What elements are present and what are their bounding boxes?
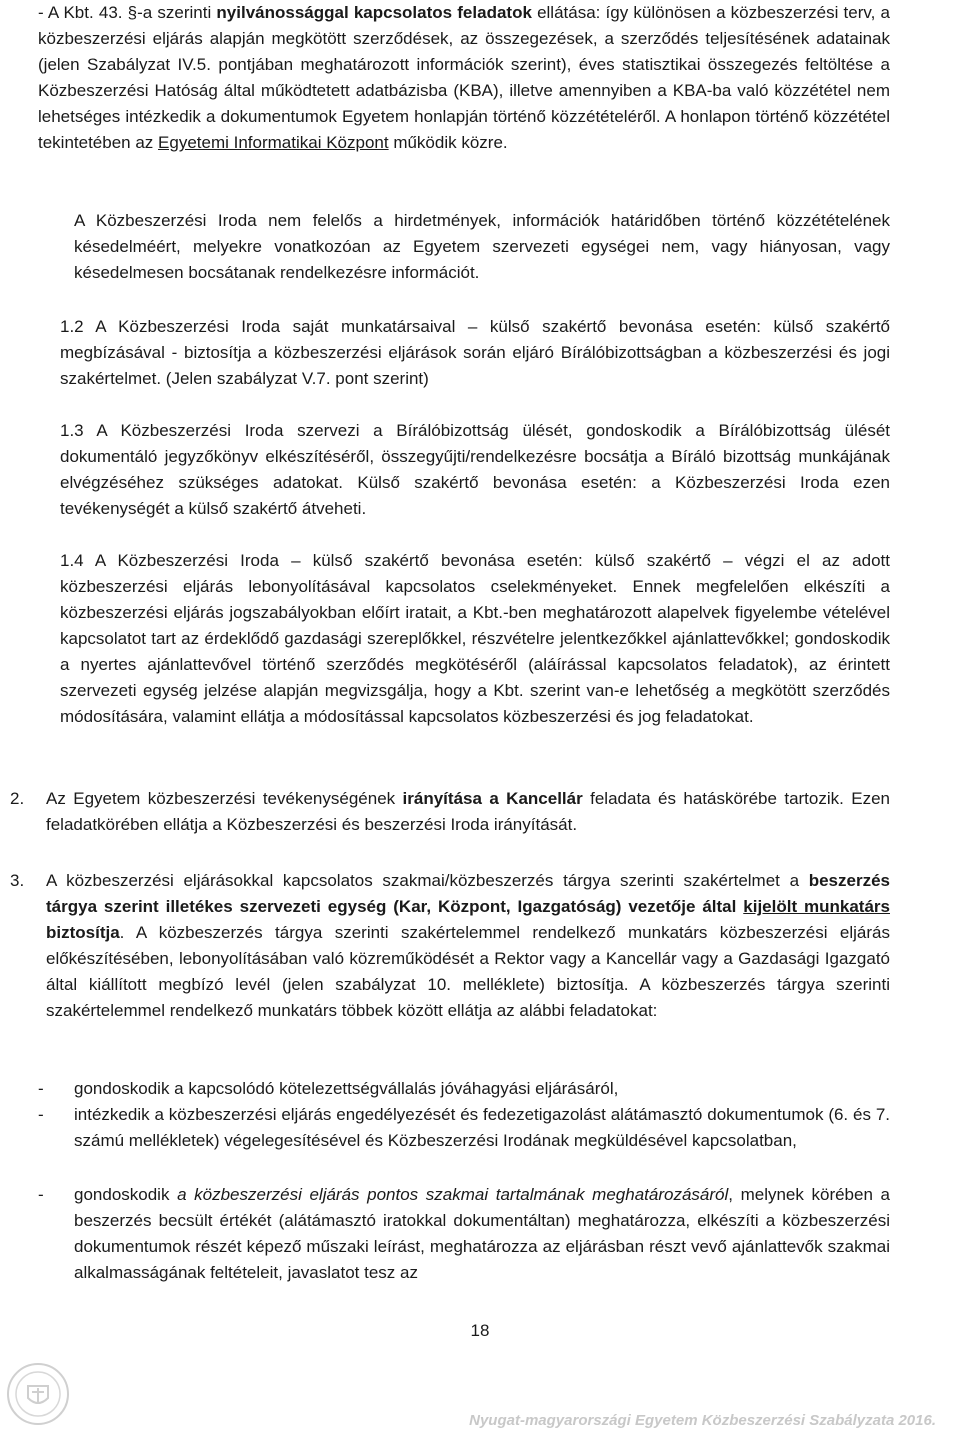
- bullet-item-2: intézkedik a közbeszerzési eljárás engedélyezését és fedezetigazolást alátámasztó dokumentumok (6. és 7. számú mellékletek) végelegesítésével és Közbeszerzési Irodának megküldésével kapcsolatban,: [74, 1105, 890, 1150]
- kbt43-bold: nyilvánossággal kapcsolatos feladatok: [216, 3, 532, 22]
- section-1-4: 1.4 A Közbeszerzési Iroda – külső szakértő bevonása esetén: külső szakértő – végzi el az adott közbeszerzési eljárás lebonyolításával kapcsolatos cselekményeket. Ennek megfelelően elkészíti a közbeszerzési eljárás jogszabályokban előírt iratait, a Kbt.-ben meghatározott alapelvek figyelembe vételével kapcsolatot tart az érdeklődő gazdasági szereplőkkel, részvételre jelentkezőkkel ajánlattevőkkel; gondoskodik a nyertes ajánlattevővel történő szerződés megkötéséről (aláírással kapcsolatos feladatok), az érintett szervezeti egység jelzése alapján megvizsgálja, hogy a Kbt. szerint van-e lehetőség a megkötött szerződés módosítására, valamint ellátja a módosítással kapcsolatos közbeszerzési és jog feladatokat.: [60, 551, 890, 726]
- section-2-post: feladata és hatáskörébe tartozik. Ezen feladatkörében ellátja a Közbeszerzési és beszerzési Iroda irányítását.: [46, 789, 891, 834]
- section-1-3: 1.3 A Közbeszerzési Iroda szervezi a Bírálóbizottság ülését, gondoskodik a Bírálóbizottság ülését dokumentáló jegyzőkönyv elkészítéséről, összegyűjti/rendelkezésre bocsátja a Bíráló bizottság munkájának elvégzéséhez szükséges adatokat. Külső szakértő bevonása esetén: a Közbeszerzési Iroda ezen tevékenységét a külső szakértő átveheti.: [60, 421, 890, 518]
- bullet-3-pre: gondoskodik: [74, 1185, 178, 1204]
- bullet-item-3: [74, 1182, 890, 1286]
- bullet-3-italic: a közbeszerzési eljárás pontos szakmai tartalmának meghatározásáról: [177, 1185, 729, 1204]
- bullet-dash: -: [38, 1105, 44, 1124]
- section-1-2: 1.2 A Közbeszerzési Iroda saját munkatársaival – külső szakértő bevonása esetén: külső szakértő megbízásával - biztosítja a közbeszerzési eljárások során eljáró Bírálóbizottságban a közbeszerzési és jogi szakértelmet. (Jelen szabályzat V.7. pont szerint): [60, 317, 890, 388]
- paragraph-kbt43: [38, 0, 890, 156]
- bullet-dash: -: [38, 1185, 44, 1204]
- section-3-number: 3.: [10, 871, 25, 890]
- bullet-item-1: gondoskodik a kapcsolódó kötelezettségvállalás jóváhagyási eljárásáról,: [74, 1079, 619, 1098]
- university-seal-icon: [6, 1362, 70, 1426]
- section-3-post: . A közbeszerzés tárgya szerinti szakértelemmel rendelkező munkatárs közbeszerzési eljárás előkészítésében, lebonyolításában való közreműködését a Rektor vagy a Kancellár vagy a Gazdasági Igazgató által kiállított megbízó levél (jelen szabályzat 10. melléklete) biztosítja. A közbeszerzés tárgya szerinti szakértelemmel rendelkező munkatárs többek között ellátja az alábbi feladatokat:: [46, 923, 890, 1020]
- section-2-pre: Az Egyetem közbeszerzési tevékenységének: [46, 789, 403, 808]
- section-3-text: [46, 868, 890, 1024]
- section-2-text: [46, 786, 890, 838]
- section-2-number: 2.: [10, 789, 25, 808]
- kbt43-underline: Egyetemi Informatikai Központ: [158, 133, 389, 152]
- kbt43-rest: ellátása: így különösen a közbeszerzési terv, a közbeszerzési eljárás alapján megkötött szerződések, az összegezések, a szerződés teljesítésének adatainak (jelen Szabályzat IV.5. pontjában meghatározott információk szerint), éves statisztikai összegezés feltöltése a Közbeszerzési Hatóság által működtetett adatbázisba (KBA), illetve amennyiben a KBA-ba való közzététel nem lehetséges intézkedik a dokumentumok Egyetem honlapján történő közzétételéről. A honlapon történő közzététel tekintetében az: [38, 3, 890, 152]
- section-2-bold: irányítása a Kancellár: [402, 789, 583, 808]
- kbt43-end: működik közre.: [388, 133, 508, 152]
- footer-title: Nyugat-magyarországi Egyetem Közbeszerzési Szabályzata 2016.: [469, 1412, 936, 1429]
- paragraph-liability: A Közbeszerzési Iroda nem felelős a hirdetmények, információk határidőben történő közzétételének késedelméért, melyekre vonatkozóan az Egyetem szervezeti egységei nem, vagy hiányosan, vagy késedelmesen bocsátanak rendelkezésre információt.: [74, 211, 890, 282]
- section-3-bold-underline: kijelölt munkatárs: [743, 897, 890, 916]
- kbt43-prefix: - A Kbt. 43. §-a szerinti: [38, 3, 217, 22]
- section-3-bold1: beszerzés tárgya szerint illetékes szervezeti egység (Kar, Központ, Igazgatóság) vezetője által: [46, 871, 890, 916]
- bullet-3-post: , melynek körében a beszerzés becsült értékét (alátámasztó iratokkal dokumentáltan) meghatározza, elkészíti a közbeszerzési dokumentumok részét képező műszaki leírást, meghatározza az eljárásban részt vevő ajánlattevők szakmai alkalmasságának feltételeit, javaslatot tesz az: [74, 1185, 890, 1282]
- section-3-pre: A közbeszerzési eljárásokkal kapcsolatos szakmai/közbeszerzés tárgya szerinti szakértelmet a: [46, 871, 809, 890]
- page-number: 18: [470, 1321, 490, 1340]
- section-3-bold2: biztosítja: [46, 923, 120, 942]
- bullet-dash: -: [38, 1079, 44, 1098]
